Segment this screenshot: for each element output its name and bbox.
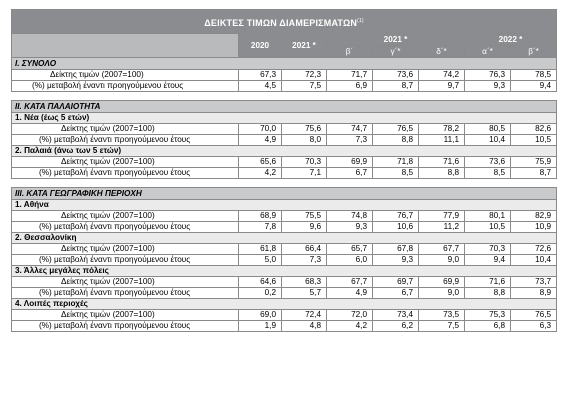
subgroup-title: 1. Αθήνα [12,200,557,211]
price-index-sheet [11,9,556,332]
table-row [12,168,557,179]
value-cell: 8,8 [419,168,465,179]
value-cell: 78,2 [419,124,465,135]
value-cell: 9,6 [282,222,327,233]
subgroup-title: 4. Λοιπές περιοχές [12,299,557,310]
value-cell: 4,5 [239,81,282,92]
table-row [12,244,557,255]
value-cell: 10,5 [511,135,557,146]
section-header-row [12,188,557,200]
value-cell: 69,9 [419,277,465,288]
value-cell: 77,9 [419,211,465,222]
value-cell: 8,7 [511,168,557,179]
value-cell: 64,6 [239,277,282,288]
value-cell: 7,1 [282,168,327,179]
value-cell: 9,0 [419,288,465,299]
subgroup-title: 1. Νέα (έως 5 ετών) [12,113,557,124]
value-cell: 6,3 [511,321,557,332]
value-cell: 73,7 [511,277,557,288]
value-cell: 69,9 [327,157,373,168]
row-label: (%) μεταβολή έναντι προηγούμενου έτους [12,288,239,299]
value-cell: 4,2 [239,168,282,179]
value-cell: 72,0 [327,310,373,321]
header-year-2020: 2020 [239,34,282,58]
value-cell: 76,5 [511,310,557,321]
value-cell: 0,2 [239,288,282,299]
value-cell: 69,0 [239,310,282,321]
value-cell: 65,6 [239,157,282,168]
value-cell: 67,8 [373,244,419,255]
subgroup-header-row [12,233,557,244]
value-cell: 70,3 [465,244,511,255]
subgroup-header-row [12,113,557,124]
value-cell: 4,9 [239,135,282,146]
value-cell: 8,9 [511,288,557,299]
header-group-2022: 2022 * [465,34,557,46]
value-cell: 10,6 [373,222,419,233]
value-cell: 7,3 [282,255,327,266]
value-cell: 10,4 [465,135,511,146]
value-cell: 6,0 [327,255,373,266]
value-cell: 74,8 [327,211,373,222]
value-cell: 80,1 [465,211,511,222]
table-row [12,288,557,299]
value-cell: 4,9 [327,288,373,299]
row-label: Δείκτης τιμών (2007=100) [12,277,239,288]
table-row [12,321,557,332]
header-corner [12,34,239,58]
section-header-row [12,58,557,70]
table-title-text: ΔΕΙΚΤΕΣ ΤΙΜΩΝ ΔΙΑΜΕΡΙΣΜΑΤΩΝ [204,17,358,28]
value-cell: 9,3 [465,81,511,92]
table-row [12,157,557,168]
value-cell: 8,7 [373,81,419,92]
price-index-table [11,9,557,332]
value-cell: 67,3 [239,70,282,81]
section-title: I. ΣΥΝΟΛΟ [12,58,557,70]
value-cell: 70,0 [239,124,282,135]
header-quarter: γ΄* [373,46,419,58]
table-row [12,124,557,135]
value-cell: 82,6 [511,124,557,135]
table-row [12,222,557,233]
value-cell: 75,5 [282,211,327,222]
row-label: Δείκτης τιμών (2007=100) [12,157,239,168]
value-cell: 7,3 [327,135,373,146]
value-cell: 73,4 [373,310,419,321]
value-cell: 71,7 [327,70,373,81]
value-cell: 72,6 [511,244,557,255]
spacer-row [12,179,557,188]
value-cell: 9,4 [511,81,557,92]
value-cell: 11,2 [419,222,465,233]
value-cell: 72,3 [282,70,327,81]
table-row [12,135,557,146]
value-cell: 8,0 [282,135,327,146]
value-cell: 78,5 [511,70,557,81]
value-cell: 73,6 [373,70,419,81]
value-cell: 4,2 [327,321,373,332]
header-year-2021: 2021 * [282,34,327,58]
value-cell: 9,3 [327,222,373,233]
value-cell: 9,7 [419,81,465,92]
spacer-row [12,92,557,101]
value-cell: 75,9 [511,157,557,168]
value-cell: 10,4 [511,255,557,266]
table-title [12,10,557,34]
section-header-row [12,101,557,113]
value-cell: 73,5 [419,310,465,321]
value-cell: 72,4 [282,310,327,321]
value-cell: 7,5 [419,321,465,332]
value-cell: 6,8 [465,321,511,332]
value-cell: 8,8 [465,288,511,299]
table-row [12,255,557,266]
table-row [12,81,557,92]
value-cell: 76,3 [465,70,511,81]
row-label: Δείκτης τιμών (2007=100) [12,124,239,135]
value-cell: 6,2 [373,321,419,332]
value-cell: 67,7 [327,277,373,288]
value-cell: 69,7 [373,277,419,288]
table-row [12,310,557,321]
value-cell: 61,8 [239,244,282,255]
value-cell: 5,0 [239,255,282,266]
spacer-cell [12,92,557,101]
value-cell: 76,7 [373,211,419,222]
table-row [12,70,557,81]
header-row-1 [12,34,557,46]
value-cell: 6,7 [327,168,373,179]
value-cell: 9,4 [465,255,511,266]
section-title: II. ΚΑΤΑ ΠΑΛΑΙΟΤΗΤΑ [12,101,557,113]
value-cell: 11,1 [419,135,465,146]
row-label: Δείκτης τιμών (2007=100) [12,70,239,81]
value-cell: 74,2 [419,70,465,81]
value-cell: 80,5 [465,124,511,135]
value-cell: 71,6 [419,157,465,168]
value-cell: 10,5 [465,222,511,233]
table-row [12,211,557,222]
subgroup-title: 2. Παλαιά (άνω των 5 ετών) [12,146,557,157]
value-cell: 8,5 [465,168,511,179]
value-cell: 75,3 [465,310,511,321]
table-title-row [12,10,557,34]
value-cell: 74,7 [327,124,373,135]
section-title: III. ΚΑΤΑ ΓΕΩΓΡΑΦΙΚΗ ΠΕΡΙΟΧΗ [12,188,557,200]
header-quarter: α΄* [465,46,511,58]
value-cell: 1,9 [239,321,282,332]
row-label: (%) μεταβολή έναντι προηγούμενου έτους [12,321,239,332]
value-cell: 9,3 [373,255,419,266]
row-label: Δείκτης τιμών (2007=100) [12,211,239,222]
value-cell: 68,3 [282,277,327,288]
row-label: (%) μεταβολή έναντι προηγούμενου έτους [12,255,239,266]
value-cell: 71,8 [373,157,419,168]
row-label: (%) μεταβολή έναντι προηγούμενου έτους [12,168,239,179]
table-row [12,277,557,288]
subgroup-header-row [12,266,557,277]
value-cell: 8,5 [373,168,419,179]
value-cell: 6,9 [327,81,373,92]
row-label: (%) μεταβολή έναντι προηγούμενου έτους [12,135,239,146]
value-cell: 4,8 [282,321,327,332]
header-group-2021: 2021 * [327,34,465,46]
header-quarter: δ΄* [419,46,465,58]
value-cell: 82,9 [511,211,557,222]
value-cell: 8,8 [373,135,419,146]
spacer-cell [12,179,557,188]
subgroup-header-row [12,146,557,157]
subgroup-header-row [12,200,557,211]
value-cell: 5,7 [282,288,327,299]
value-cell: 10,9 [511,222,557,233]
value-cell: 6,7 [373,288,419,299]
value-cell: 9,0 [419,255,465,266]
subgroup-title: 2. Θεσσαλονίκη [12,233,557,244]
row-label: (%) μεταβολή έναντι προηγούμενου έτους [12,81,239,92]
value-cell: 67,7 [419,244,465,255]
subgroup-title: 3. Άλλες μεγάλες πόλεις [12,266,557,277]
value-cell: 75,6 [282,124,327,135]
value-cell: 73,6 [465,157,511,168]
value-cell: 71,6 [465,277,511,288]
value-cell: 65,7 [327,244,373,255]
row-label: (%) μεταβολή έναντι προηγούμενου έτους [12,222,239,233]
value-cell: 76,5 [373,124,419,135]
title-footnote-mark: (1) [357,17,364,24]
value-cell: 70,3 [282,157,327,168]
header-quarter: β΄ [327,46,373,58]
subgroup-header-row [12,299,557,310]
value-cell: 66,4 [282,244,327,255]
value-cell: 68,9 [239,211,282,222]
row-label: Δείκτης τιμών (2007=100) [12,310,239,321]
value-cell: 7,8 [239,222,282,233]
row-label: Δείκτης τιμών (2007=100) [12,244,239,255]
header-quarter: β΄* [511,46,557,58]
value-cell: 7,5 [282,81,327,92]
